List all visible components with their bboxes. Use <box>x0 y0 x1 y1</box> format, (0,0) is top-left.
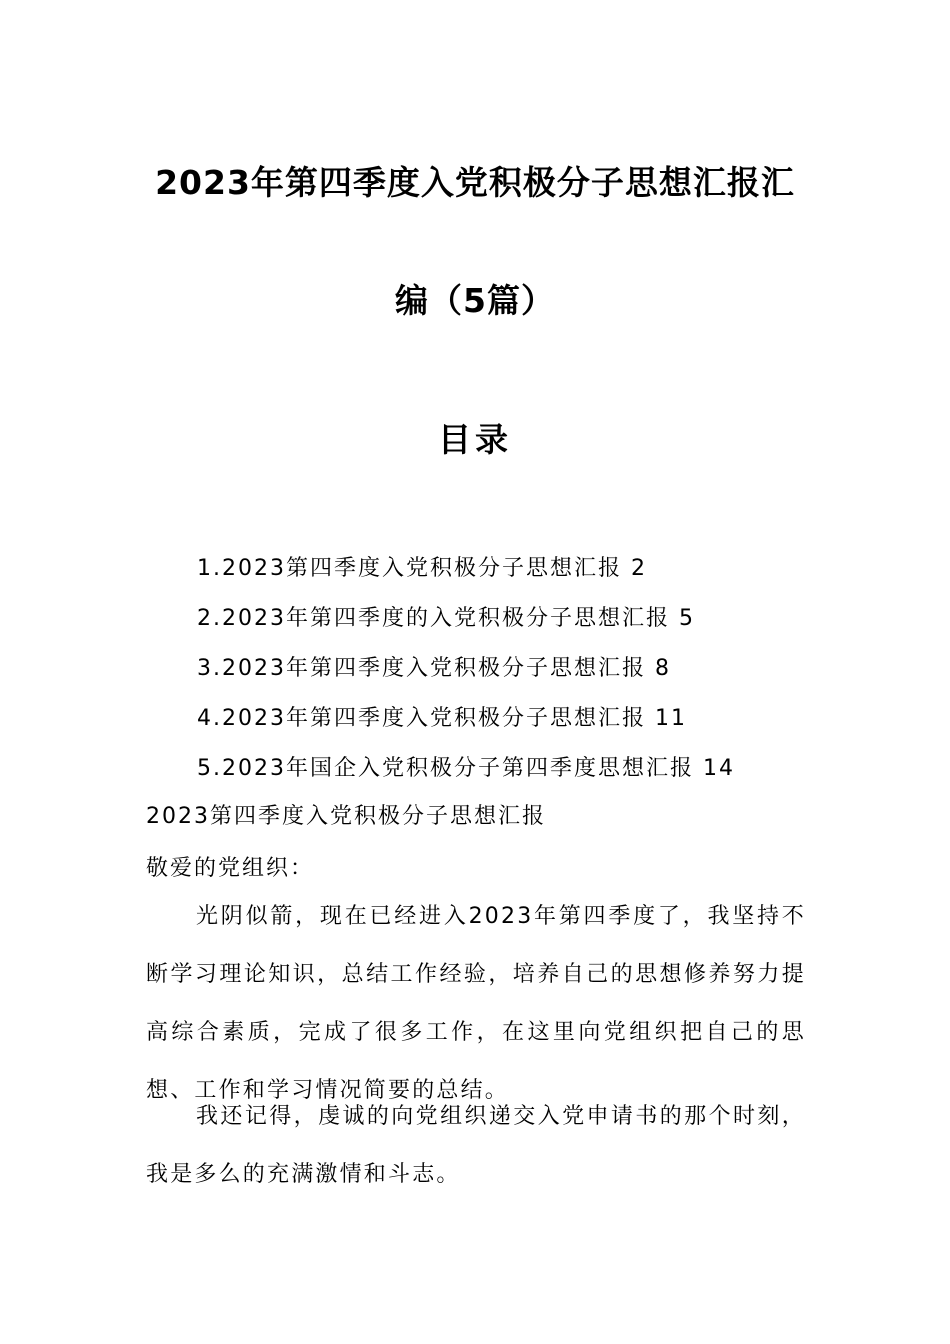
toc-item-1[interactable]: 1.2023第四季度入党积极分子思想汇报 2 <box>197 556 647 581</box>
salutation: 敬爱的党组织： <box>146 856 315 881</box>
table-of-contents <box>197 552 735 802</box>
document-title-line-1: 2023年第四季度入党积极分子思想汇报汇 <box>155 163 795 202</box>
toc-item-3[interactable]: 3.2023年第四季度入党积极分子思想汇报 8 <box>197 656 671 681</box>
document-title-line-2: 编（5篇） <box>395 281 555 320</box>
toc-item-5[interactable]: 5.2023年国企入党积极分子第四季度思想汇报 14 <box>197 756 735 781</box>
toc-heading: 目录 <box>438 420 512 459</box>
toc-item-4[interactable]: 4.2023年第四季度入党积极分子思想汇报 11 <box>197 706 687 731</box>
toc-item-2[interactable]: 2.2023年第四季度的入党积极分子思想汇报 5 <box>197 606 695 631</box>
body-paragraph-2: 我还记得，虔诚的向党组织递交入党申请书的那个时刻，我是多么的充满激情和斗志。 <box>146 1104 806 1187</box>
section-heading: 2023第四季度入党积极分子思想汇报 <box>146 804 546 829</box>
body-paragraph-1: 光阴似箭，现在已经进入2023年第四季度了，我坚持不断学习理论知识，总结工作经验，培养自己的思想修养努力提高综合素质，完成了很多工作，在这里向党组织把自己的思想、工作和学习情况简要的总结。 <box>146 904 806 1103</box>
